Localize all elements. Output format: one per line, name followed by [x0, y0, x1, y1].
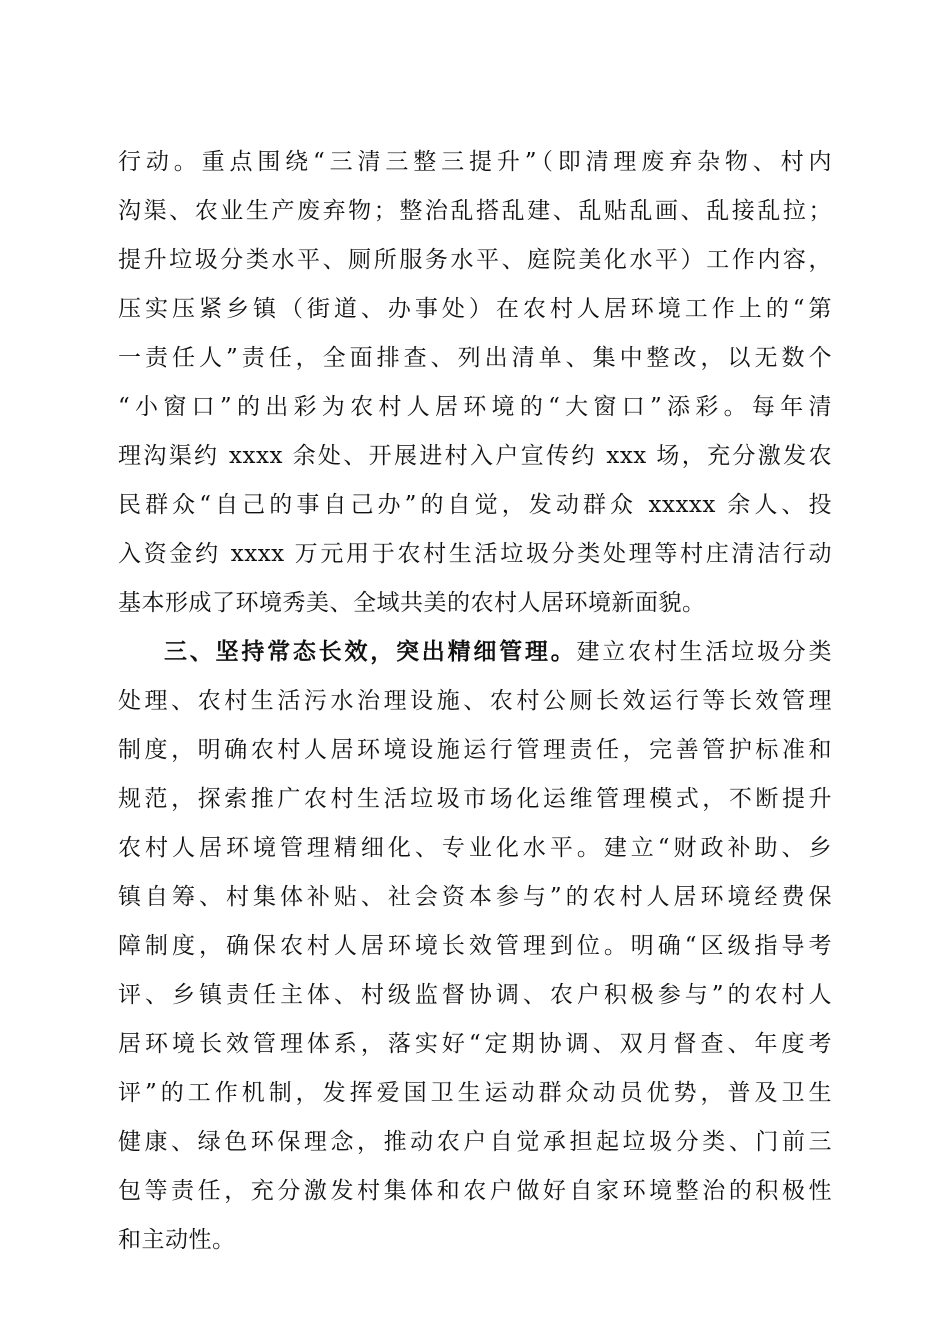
paragraph-line: 理沟渠约 xxxx 余处、开展进村入户宣传约 xxx 场，充分激发农 [118, 443, 832, 469]
paragraph-line: 处理、农村生活污水治理设施、农村公厕长效运行等长效管理 [118, 688, 832, 714]
paragraph-line: 规范，探索推广农村生活垃圾市场化运维管理模式，不断提升 [118, 786, 832, 812]
paragraph-line: 沟渠、农业生产废弃物；整治乱搭乱建、乱贴乱画、乱接乱拉； [118, 198, 832, 224]
paragraph-line: 提升垃圾分类水平、厕所服务水平、庭院美化水平）工作内容， [118, 247, 832, 273]
paragraph-line: 压实压紧乡镇（街道、办事处）在农村人居环境工作上的“第 [118, 296, 832, 322]
paragraph-line: 和主动性。 [118, 1227, 236, 1253]
paragraph-line: 镇自筹、村集体补贴、社会资本参与”的农村人居环境经费保 [118, 884, 832, 910]
paragraph-line: 评”的工作机制，发挥爱国卫生运动群众动员优势，普及卫生 [118, 1080, 832, 1106]
paragraph-first-line [164, 637, 832, 667]
paragraph-text: 建立农村生活垃圾分类 [576, 639, 833, 665]
paragraph-line: 评、乡镇责任主体、村级监督协调、农户积极参与”的农村人 [118, 982, 832, 1008]
paragraph-line: 入资金约 xxxx 万元用于农村生活垃圾分类处理等村庄清洁行动 [118, 541, 832, 567]
paragraph-line: 一责任人”责任，全面排查、列出清单、集中整改，以无数个 [118, 345, 832, 371]
paragraph-line: 农村人居环境管理精细化、专业化水平。建立“财政补助、乡 [118, 835, 832, 861]
paragraph-line: “小窗口”的出彩为农村人居环境的“大窗口”添彩。每年清 [118, 394, 832, 420]
paragraph-line: 障制度，确保农村人居环境长效管理到位。明确“区级指导考 [118, 933, 832, 959]
paragraph-line: 基本形成了环境秀美、全域共美的农村人居环境新面貌。 [118, 590, 706, 616]
section-heading: 三、坚持常态长效，突出精细管理。 [164, 639, 577, 665]
paragraph-line: 行动。重点围绕“三清三整三提升”（即清理废弃杂物、村内 [118, 149, 832, 175]
paragraph-line: 居环境长效管理体系，落实好“定期协调、双月督查、年度考 [118, 1031, 832, 1057]
paragraph-line: 民群众“自己的事自己办”的自觉，发动群众 xxxxx 余人、投 [118, 492, 832, 518]
paragraph-line: 包等责任，充分激发村集体和农户做好自家环境整治的积极性 [118, 1178, 832, 1204]
paragraph-line: 健康、绿色环保理念，推动农户自觉承担起垃圾分类、门前三 [118, 1129, 832, 1155]
paragraph-line: 制度，明确农村人居环境设施运行管理责任，完善管护标准和 [118, 737, 832, 763]
